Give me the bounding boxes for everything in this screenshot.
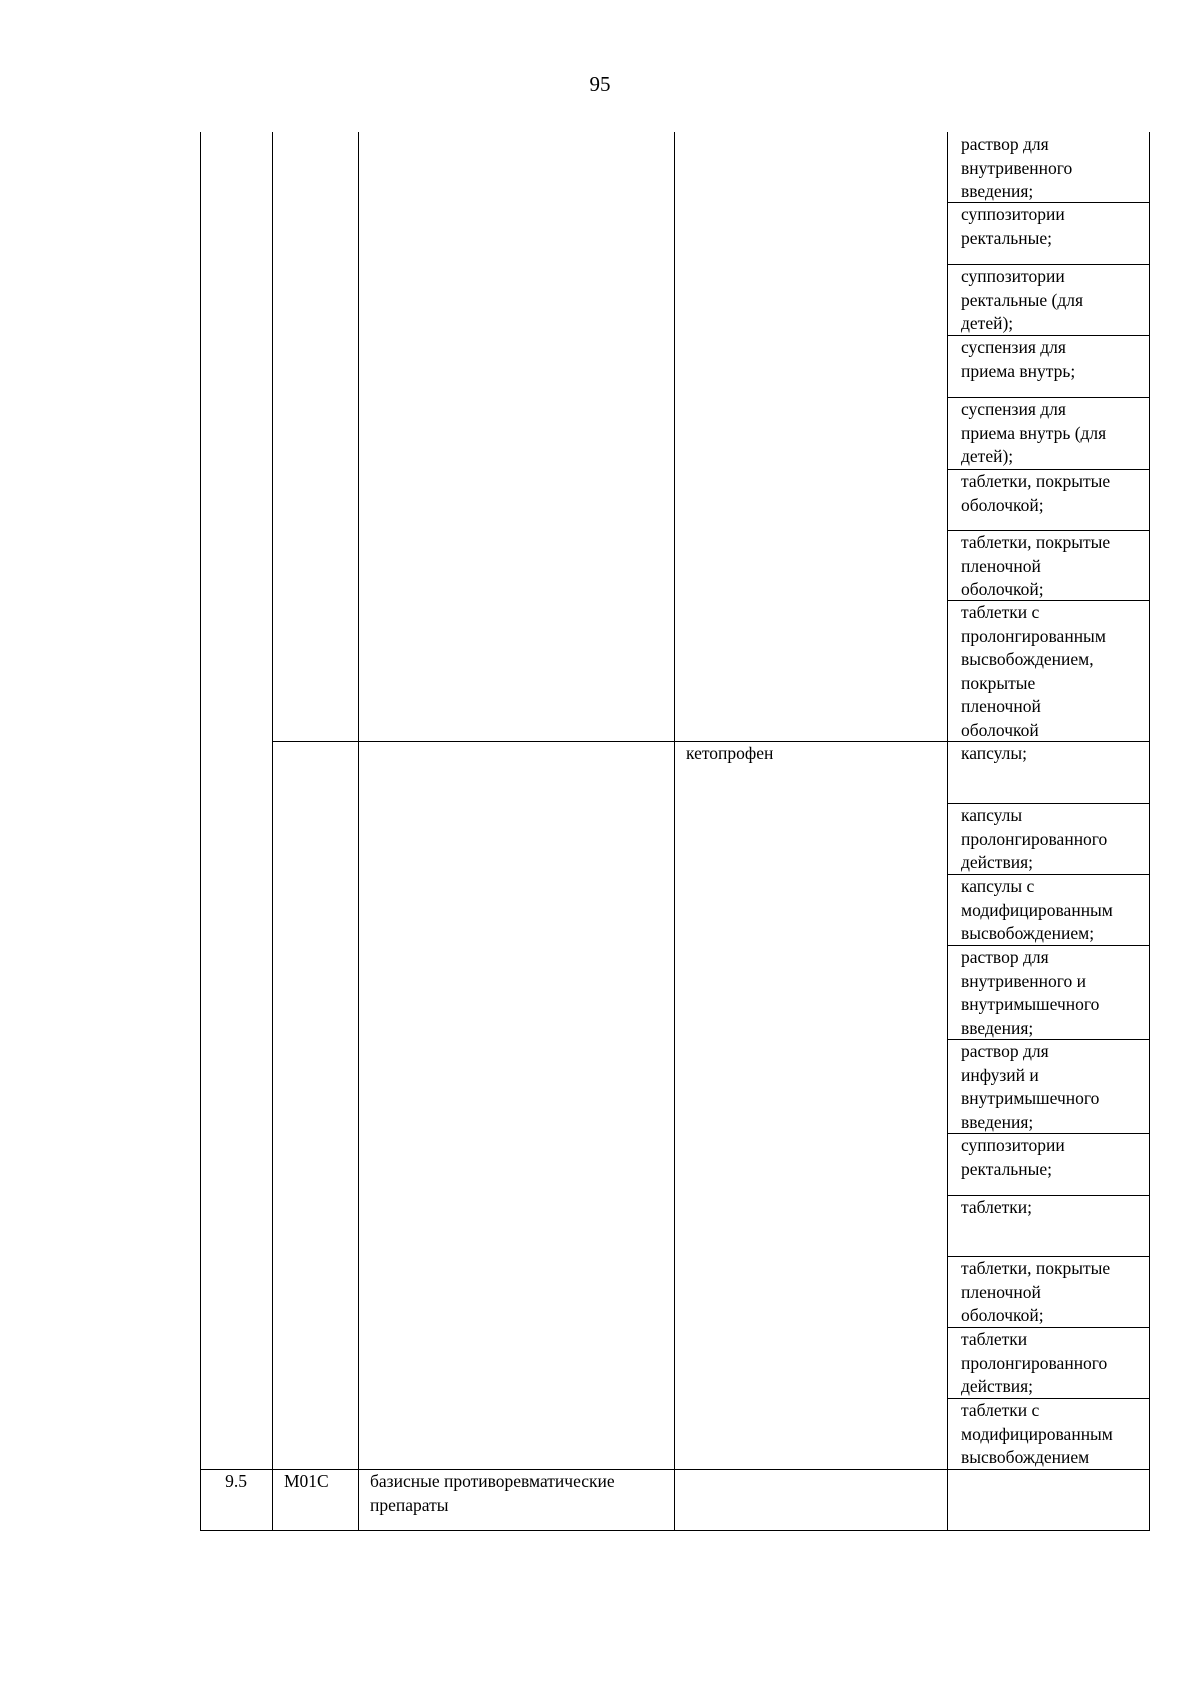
dosage-form-cell: суппозитории ректальные; (961, 204, 1065, 248)
dosage-form-cell: таблетки пролонгированного действия; (961, 1329, 1108, 1396)
column-divider (358, 132, 359, 1531)
column-divider (674, 132, 675, 1531)
dosage-form-cell: капсулы с модифицированным высвобождением; (961, 876, 1113, 943)
dosage-form-cell: таблетки с пролонгированным высвобождением, покрытые пленочной оболочкой (961, 602, 1106, 740)
page-number: 95 (589, 72, 611, 96)
row-number-9-5: 9.5 (225, 1471, 247, 1491)
dosage-form-cell: раствор для внутривенного и внутримышечного введения; (961, 947, 1100, 1038)
dosage-form-cell: суспензия для приема внутрь (для детей); (961, 399, 1107, 466)
dosage-form-cell: таблетки; (961, 1197, 1032, 1217)
table-border-left (200, 132, 201, 1531)
drug-name-ketoprofen: кетопрофен (686, 743, 774, 763)
dosage-form-cell: капсулы; (961, 743, 1028, 763)
column-divider (272, 132, 273, 1531)
dosage-form-cell: таблетки, покрытые оболочкой; (961, 471, 1111, 515)
column-divider (947, 132, 948, 1531)
dosage-form-cell: таблетки с модифицированным высвобождением (961, 1400, 1113, 1467)
atc-code-m01c: M01C (284, 1471, 329, 1491)
dosage-form-cell: таблетки, покрытые пленочной оболочкой; (961, 1258, 1111, 1325)
dosage-form-cell: раствор для внутривенного введения; (961, 134, 1073, 201)
dosage-form-cell: суппозитории ректальные; (961, 1135, 1065, 1179)
dosage-form-cell: раствор для инфузий и внутримышечного введения; (961, 1041, 1100, 1132)
dosage-form-cell: капсулы пролонгированного действия; (961, 805, 1108, 872)
drug-group-name: базисные противоревматические препараты (370, 1471, 615, 1515)
dosage-form-cell: суспензия для приема внутрь; (961, 337, 1076, 381)
dosage-form-cell: таблетки, покрытые пленочной оболочкой; (961, 532, 1111, 599)
table-border-bottom (200, 1530, 1150, 1531)
dosage-form-cell: суппозитории ректальные (для детей); (961, 266, 1084, 333)
